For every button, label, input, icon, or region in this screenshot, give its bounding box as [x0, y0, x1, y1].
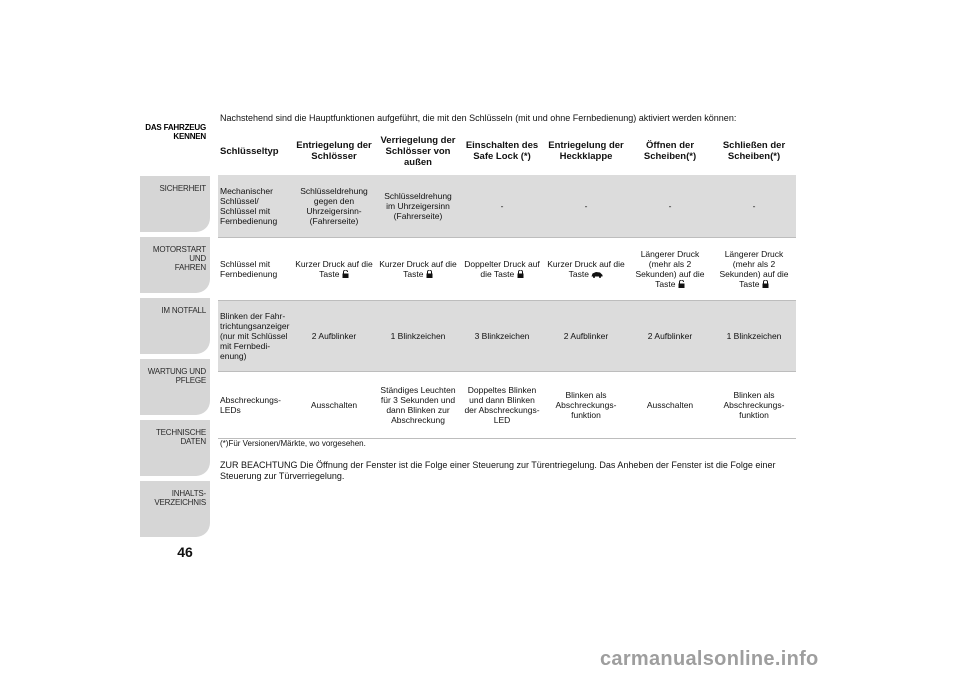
table-cell: Blinken als Abschreckungs- funktion	[723, 390, 785, 420]
table-cell	[376, 238, 460, 301]
table-cell: 2 Aufblinker	[544, 301, 628, 372]
table-row	[218, 175, 796, 238]
attention-note: ZUR BEACHTUNG Die Öffnung der Fenster ist die Folge einer Steuerung zur Türentriegelung. Das Anheben der Fenster ist die Folge einer Steuerung zur Türverriegelung.	[220, 460, 776, 481]
table-cell: Blinken der Fahr- trichtungsanzeiger (nur mit Schlüssel mit Fernbedi- enung)	[218, 301, 292, 372]
cell-text: Kurzer Druck auf die Taste	[295, 259, 373, 279]
table-cell: Mechanischer Schlüssel/ Schlüssel mit Fernbedienung	[218, 175, 292, 238]
tab-label-line2: KENNEN	[173, 132, 206, 141]
table-cell: Ausschalten	[646, 400, 694, 410]
table-row	[218, 372, 796, 439]
tab-sicherheit[interactable]	[140, 176, 210, 232]
tab-motorstart-und-fahren[interactable]	[140, 237, 210, 293]
car-tailgate-icon	[591, 271, 603, 278]
tab-label-line1: DAS FAHRZEUG	[145, 123, 206, 132]
table-cell	[460, 238, 544, 301]
cell-text: Längerer Druck (mehr als 2 Sekunden) auf die Taste	[635, 249, 705, 289]
table-cell: 3 Blinkzeichen	[460, 301, 544, 372]
table-cell: 2 Aufblinker	[292, 301, 376, 372]
table-cell	[628, 238, 712, 301]
table-cell: Doppeltes Blinken und dann Blinken der Abschreckungs- LED	[464, 385, 540, 425]
page-number: 46	[177, 544, 193, 560]
table-cell: 1 Blinkzeichen	[712, 301, 796, 372]
table-cell: Ständiges Leuchten für 3 Sekunden und dann Blinken zur Abschreckung	[380, 385, 456, 425]
table-cell: Ausschalten	[310, 400, 358, 410]
tab-label-line1: MOTORSTART UND	[152, 245, 206, 263]
tab-inhaltsverzeichnis[interactable]	[140, 481, 210, 537]
table-cell	[292, 238, 376, 301]
footnote: (*)Für Versionen/Märkte, wo vorgesehen.	[220, 439, 366, 448]
column-header: Schließen der Scheiben(*)	[722, 140, 786, 162]
cell-text: Kurzer Druck auf die Taste	[547, 259, 625, 279]
table-header-row	[218, 127, 796, 175]
table-row	[218, 238, 796, 301]
table-cell: Schlüsseldrehung gegen den Uhrzeigersinn- (Fahrerseite)	[292, 175, 376, 238]
watermark: carmanualsonline.info	[600, 648, 819, 670]
cell-text: Kurzer Druck auf die Taste	[379, 259, 457, 279]
cell-text: Längerer Druck (mehr als 2 Sekunden) auf die Taste	[719, 249, 789, 289]
tab-label-line2: FAHREN	[174, 263, 206, 272]
table-row	[218, 301, 796, 372]
table-cell: 1 Blinkzeichen	[376, 301, 460, 372]
tab-das-fahrzeug-kennen[interactable]	[140, 115, 210, 171]
column-header: Öffnen der Scheiben(*)	[643, 140, 697, 162]
cell-text: Doppelter Druck auf die Taste	[464, 259, 540, 279]
table-cell	[544, 238, 628, 301]
lock-closed-icon	[426, 270, 433, 278]
tab-wartung-und-pflege[interactable]	[140, 359, 210, 415]
column-header: Verriegelung der Schlösser von außen	[380, 134, 456, 168]
table-cell	[712, 238, 796, 301]
chapter-sidebar	[140, 115, 210, 542]
table-cell: 2 Aufblinker	[628, 301, 712, 372]
tab-label-line1: INHALTS-	[171, 489, 206, 498]
tab-label-line1: SICHERHEIT	[159, 184, 206, 193]
table-cell: Schlüsseldrehung im Uhrzeigersinn (Fahrerseite)	[376, 175, 460, 238]
tab-label-line2: VERZEICHNIS	[154, 498, 206, 507]
lock-open-icon	[342, 270, 349, 278]
lock-closed-icon	[517, 270, 524, 278]
column-header: Entriegelung der Heckklappe	[548, 140, 624, 162]
tab-technische-daten[interactable]	[140, 420, 210, 476]
tab-label-line1: IM NOTFALL	[161, 306, 206, 315]
table-cell: -	[460, 175, 544, 238]
table-cell: Abschreckungs- LEDs	[220, 395, 281, 415]
column-header: Entriegelung der Schlösser	[296, 140, 372, 162]
tab-label-line1: TECHNISCHE DATEN	[155, 428, 206, 446]
lock-open-icon	[678, 280, 685, 288]
column-header: Schlüsseltyp	[220, 145, 279, 157]
tab-im-notfall[interactable]	[140, 298, 210, 354]
tab-label-line2: PFLEGE	[175, 376, 206, 385]
column-header: Einschalten des Safe Lock (*)	[465, 140, 539, 162]
table-cell: Schlüssel mit Fernbedienung	[220, 259, 278, 279]
intro-text: Nachstehend sind die Hauptfunktionen aufgeführt, die mit den Schlüsseln (mit und ohne Fernbedienung) aktiviert werden können:	[220, 113, 737, 123]
tab-label-line1: WARTUNG UND	[147, 367, 206, 376]
table-cell: Blinken als Abschreckungs- funktion	[555, 390, 617, 420]
table-cell: -	[712, 175, 796, 238]
lock-closed-icon	[762, 280, 769, 288]
key-functions-table	[218, 127, 796, 439]
table-cell: -	[628, 175, 712, 238]
table-cell: -	[544, 175, 628, 238]
